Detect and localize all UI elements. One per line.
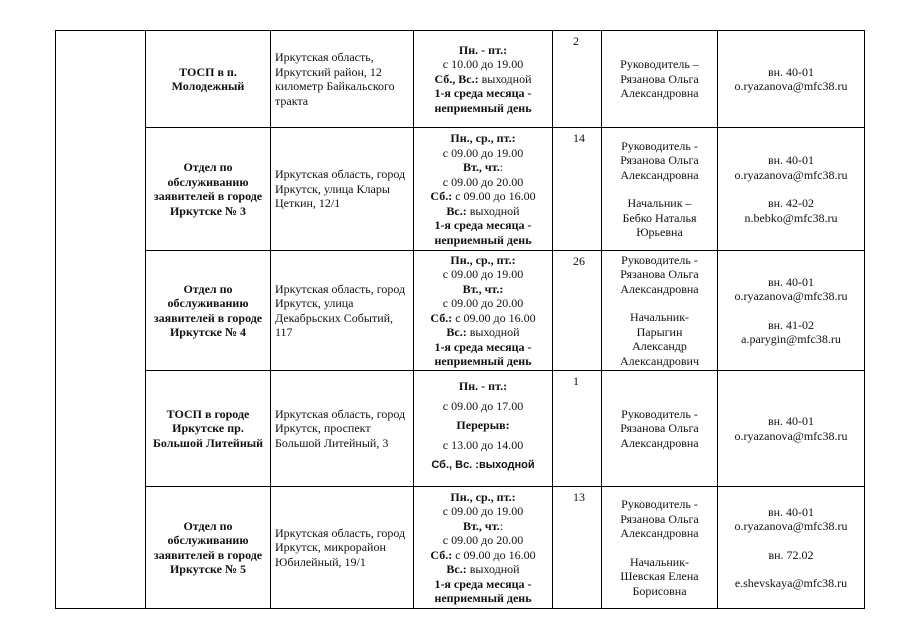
hours-line	[418, 340, 548, 355]
hours-line	[418, 175, 548, 190]
hours-text: с 09.00 до 16.00	[452, 189, 536, 203]
head-line: Рязанова Ольга	[620, 267, 699, 282]
head-line: Руководитель –	[620, 57, 699, 72]
hours-text: с 09.00 до 16.00	[452, 310, 536, 325]
head-line: Борисовна	[632, 583, 687, 598]
office-contacts-cell	[718, 31, 865, 128]
hours-text: с 09.00 до 20.00	[442, 296, 524, 310]
contact-line	[722, 182, 860, 196]
contact-line: o.ryazanova@mfc38.ru	[734, 289, 848, 303]
hours-text-bold: Вт., чт.:	[462, 281, 504, 296]
table-row	[56, 371, 865, 487]
contact-line: вн. 40-01	[767, 504, 815, 519]
hours-line	[418, 562, 548, 577]
hours-text-bold: Вт., чт.	[462, 160, 500, 174]
hours-text-bold: Сб.:	[430, 547, 453, 562]
contact-line: вн. 41-02	[767, 317, 815, 332]
table-row	[56, 128, 865, 251]
head-line: Бебко Наталья	[622, 210, 697, 225]
hours-text-bold: неприемный день	[434, 354, 532, 368]
head-line: Рязанова Ольга	[620, 71, 699, 86]
hours-line	[418, 490, 548, 505]
hours-text: выходной	[466, 562, 520, 576]
office-hours-cell	[414, 251, 553, 371]
hours-text-bold: Вс.:	[446, 562, 467, 576]
hours-line	[418, 131, 548, 146]
head-line: Александровна	[620, 435, 699, 450]
head-line: Парыгин	[636, 324, 683, 339]
hours-line	[418, 57, 548, 72]
office-address-cell: Иркутская область, город Иркутск, улица Клары Цеткин, 12/1	[271, 128, 414, 251]
contact-line: n.bebko@mfc38.ru	[744, 210, 838, 225]
contact-line: вн. 40-01	[767, 414, 815, 428]
office-count-cell: 1	[553, 371, 602, 487]
hours-text-bold: 1-я среда месяца -	[434, 576, 532, 591]
hours-text-bold: 1-я среда месяца -	[434, 86, 532, 101]
head-line	[606, 541, 713, 555]
hours-line	[418, 86, 548, 101]
hours-line	[418, 591, 548, 606]
contact-line: o.ryazanova@mfc38.ru	[734, 519, 848, 533]
hours-line	[418, 218, 548, 233]
office-head-cell	[602, 371, 718, 487]
office-address-cell: Иркутская область, город Иркутск, улица Декабрьских Событий, 117	[271, 251, 414, 371]
table-row	[56, 31, 865, 128]
hours-text-bold: неприемный день	[434, 100, 532, 115]
head-line: Рязанова Ольга	[620, 421, 699, 436]
hours-line	[418, 533, 548, 548]
office-hours-cell	[414, 371, 553, 487]
hours-text-bold: Пн., ср., пт.:	[450, 131, 516, 145]
hours-text-bold: Пн., ср., пт.:	[450, 489, 516, 504]
head-line: Шевская Елена	[620, 569, 699, 583]
hours-text-bold: Пн. - пт.:	[458, 379, 508, 394]
hours-line	[418, 267, 548, 282]
head-line: Александрович	[620, 353, 699, 368]
head-line: Юрьевна	[636, 225, 683, 239]
hours-text: с 09.00 до 19.00	[442, 145, 524, 160]
contact-line: вн. 40-01	[767, 274, 815, 289]
head-line: Руководитель -	[621, 497, 698, 511]
head-line: Александр	[632, 339, 687, 354]
hours-line	[418, 253, 548, 268]
office-contacts-cell	[718, 251, 865, 371]
head-line: Александровна	[620, 167, 699, 182]
office-name-cell: ТОСП в городе Иркутске пр. Большой Литейный	[146, 371, 271, 487]
hours-line	[418, 311, 548, 326]
hours-line	[418, 296, 548, 311]
hours-text-bold: Пн. - пт.:	[458, 42, 508, 57]
hours-line	[418, 160, 548, 175]
office-head-cell	[602, 487, 718, 609]
office-hours-cell	[414, 487, 553, 609]
head-line: Начальник –	[627, 196, 692, 210]
office-count-cell: 2	[553, 31, 602, 128]
office-name-cell: ТОСП в п. Молодежный	[146, 31, 271, 128]
office-count-cell: 26	[553, 251, 602, 371]
contact-line: вн. 40-01	[767, 64, 815, 79]
head-line: Александровна	[620, 281, 699, 296]
hours-text: с 09.00 до 20.00	[442, 174, 524, 189]
office-address-cell: Иркутская область, город Иркутск, проспект Большой Литейный, 3	[271, 371, 414, 487]
table-row	[56, 487, 865, 609]
hours-line	[418, 72, 548, 87]
head-line	[606, 182, 713, 196]
hours-line	[418, 504, 548, 519]
hours-text: с 09.00 до 17.00	[442, 398, 524, 413]
office-head-cell	[602, 31, 718, 128]
hours-line	[418, 548, 548, 563]
hours-line	[418, 325, 548, 340]
hours-text: с 09.00 до 16.00	[452, 547, 536, 562]
hours-text: :	[499, 518, 504, 533]
hours-text-bold: неприемный день	[434, 591, 532, 605]
head-line: Рязанова Ольга	[620, 511, 699, 526]
hours-text: с 09.00 до 19.00	[442, 504, 524, 518]
head-line: Александровна	[620, 526, 699, 540]
contact-line	[722, 304, 860, 318]
hours-text: с 10.00 до 19.00	[442, 57, 524, 72]
office-name-cell: Отдел по обслуживанию заявителей в городе Иркутске № 4	[146, 251, 271, 371]
hours-text-bold: Вс.:	[446, 203, 467, 218]
hours-line	[418, 577, 548, 592]
head-line: Руководитель -	[621, 406, 698, 421]
hours-text-bold: неприемный день	[434, 232, 532, 247]
head-line: Начальник-	[629, 554, 690, 569]
head-line: Руководитель -	[621, 138, 698, 153]
contact-line: o.ryazanova@mfc38.ru	[734, 428, 848, 443]
hours-text: выходной	[466, 203, 520, 218]
hours-line	[418, 282, 548, 297]
contact-line	[722, 562, 860, 576]
hours-text: с 09.00 до 20.00	[442, 533, 524, 547]
hours-text: выходной	[466, 325, 520, 339]
hours-text-bold: Вс.:	[446, 325, 467, 339]
hours-line	[418, 146, 548, 161]
office-contacts-cell	[718, 128, 865, 251]
head-line: Александровна	[620, 86, 699, 101]
head-line: Начальник-	[629, 310, 690, 325]
office-address-cell: Иркутская область, Иркутский район, 12 километр Байкальского тракта	[271, 31, 414, 128]
hours-text: :	[499, 160, 504, 174]
table-row	[56, 251, 865, 371]
office-contacts-cell	[718, 487, 865, 609]
office-name-cell: Отдел по обслуживанию заявителей в городе Иркутске № 3	[146, 128, 271, 251]
offices-table	[55, 30, 865, 609]
hours-text: выходной	[478, 71, 532, 86]
hours-line	[418, 101, 548, 116]
contact-line: e.shevskaya@mfc38.ru	[734, 576, 848, 590]
offices-table-body	[56, 31, 865, 609]
empty-left-column-cell	[56, 31, 146, 609]
contact-line: вн. 72.02	[768, 547, 814, 562]
hours-line	[418, 233, 548, 248]
hours-line	[418, 204, 548, 219]
hours-text-bold: 1-я среда месяца -	[434, 218, 532, 232]
hours-line	[418, 43, 548, 58]
office-head-cell	[602, 251, 718, 371]
hours-text-bold: Сб., Вс.:	[434, 71, 479, 86]
head-line	[606, 296, 713, 310]
office-count-cell: 14	[553, 128, 602, 251]
office-address-cell: Иркутская область, город Иркутск, микрорайон Юбилейный, 19/1	[271, 487, 414, 609]
hours-text-bold: Вт., чт.	[462, 518, 500, 533]
hours-text: с 13.00 до 14.00	[442, 437, 524, 452]
hours-text-bold: 1-я среда месяца -	[434, 339, 532, 354]
hours-line	[418, 354, 548, 369]
hours-text: с 09.00 до 19.00	[442, 267, 524, 281]
head-line: Руководитель -	[621, 252, 698, 267]
hours-text-bold: Перерыв:	[456, 418, 510, 433]
office-head-cell	[602, 128, 718, 251]
hours-line	[418, 399, 548, 414]
contact-line: вн. 42-02	[767, 196, 815, 210]
hours-line	[418, 438, 548, 453]
contact-line: a.parygin@mfc38.ru	[741, 332, 841, 346]
head-line: Рязанова Ольга	[620, 153, 699, 167]
office-hours-cell	[414, 31, 553, 128]
hours-line	[418, 189, 548, 204]
office-hours-cell	[414, 128, 553, 251]
hours-line	[418, 519, 548, 534]
contact-line: o.ryazanova@mfc38.ru	[734, 167, 848, 182]
hours-text-bold: Сб., Вс. :выходной	[431, 459, 535, 472]
office-name-cell: Отдел по обслуживанию заявителей в городе Иркутске № 5	[146, 487, 271, 609]
office-count-cell: 13	[553, 487, 602, 609]
contact-line: o.ryazanova@mfc38.ru	[734, 79, 848, 93]
contact-line: вн. 40-01	[767, 153, 815, 167]
hours-line	[418, 457, 548, 473]
hours-text-bold: Пн., ср., пт.:	[450, 252, 516, 267]
office-contacts-cell	[718, 371, 865, 487]
hours-text-bold: Сб.:	[430, 310, 453, 325]
hours-text-bold: Сб.:	[430, 189, 453, 203]
hours-line	[418, 418, 548, 433]
contact-line	[722, 534, 860, 548]
hours-line	[418, 379, 548, 394]
